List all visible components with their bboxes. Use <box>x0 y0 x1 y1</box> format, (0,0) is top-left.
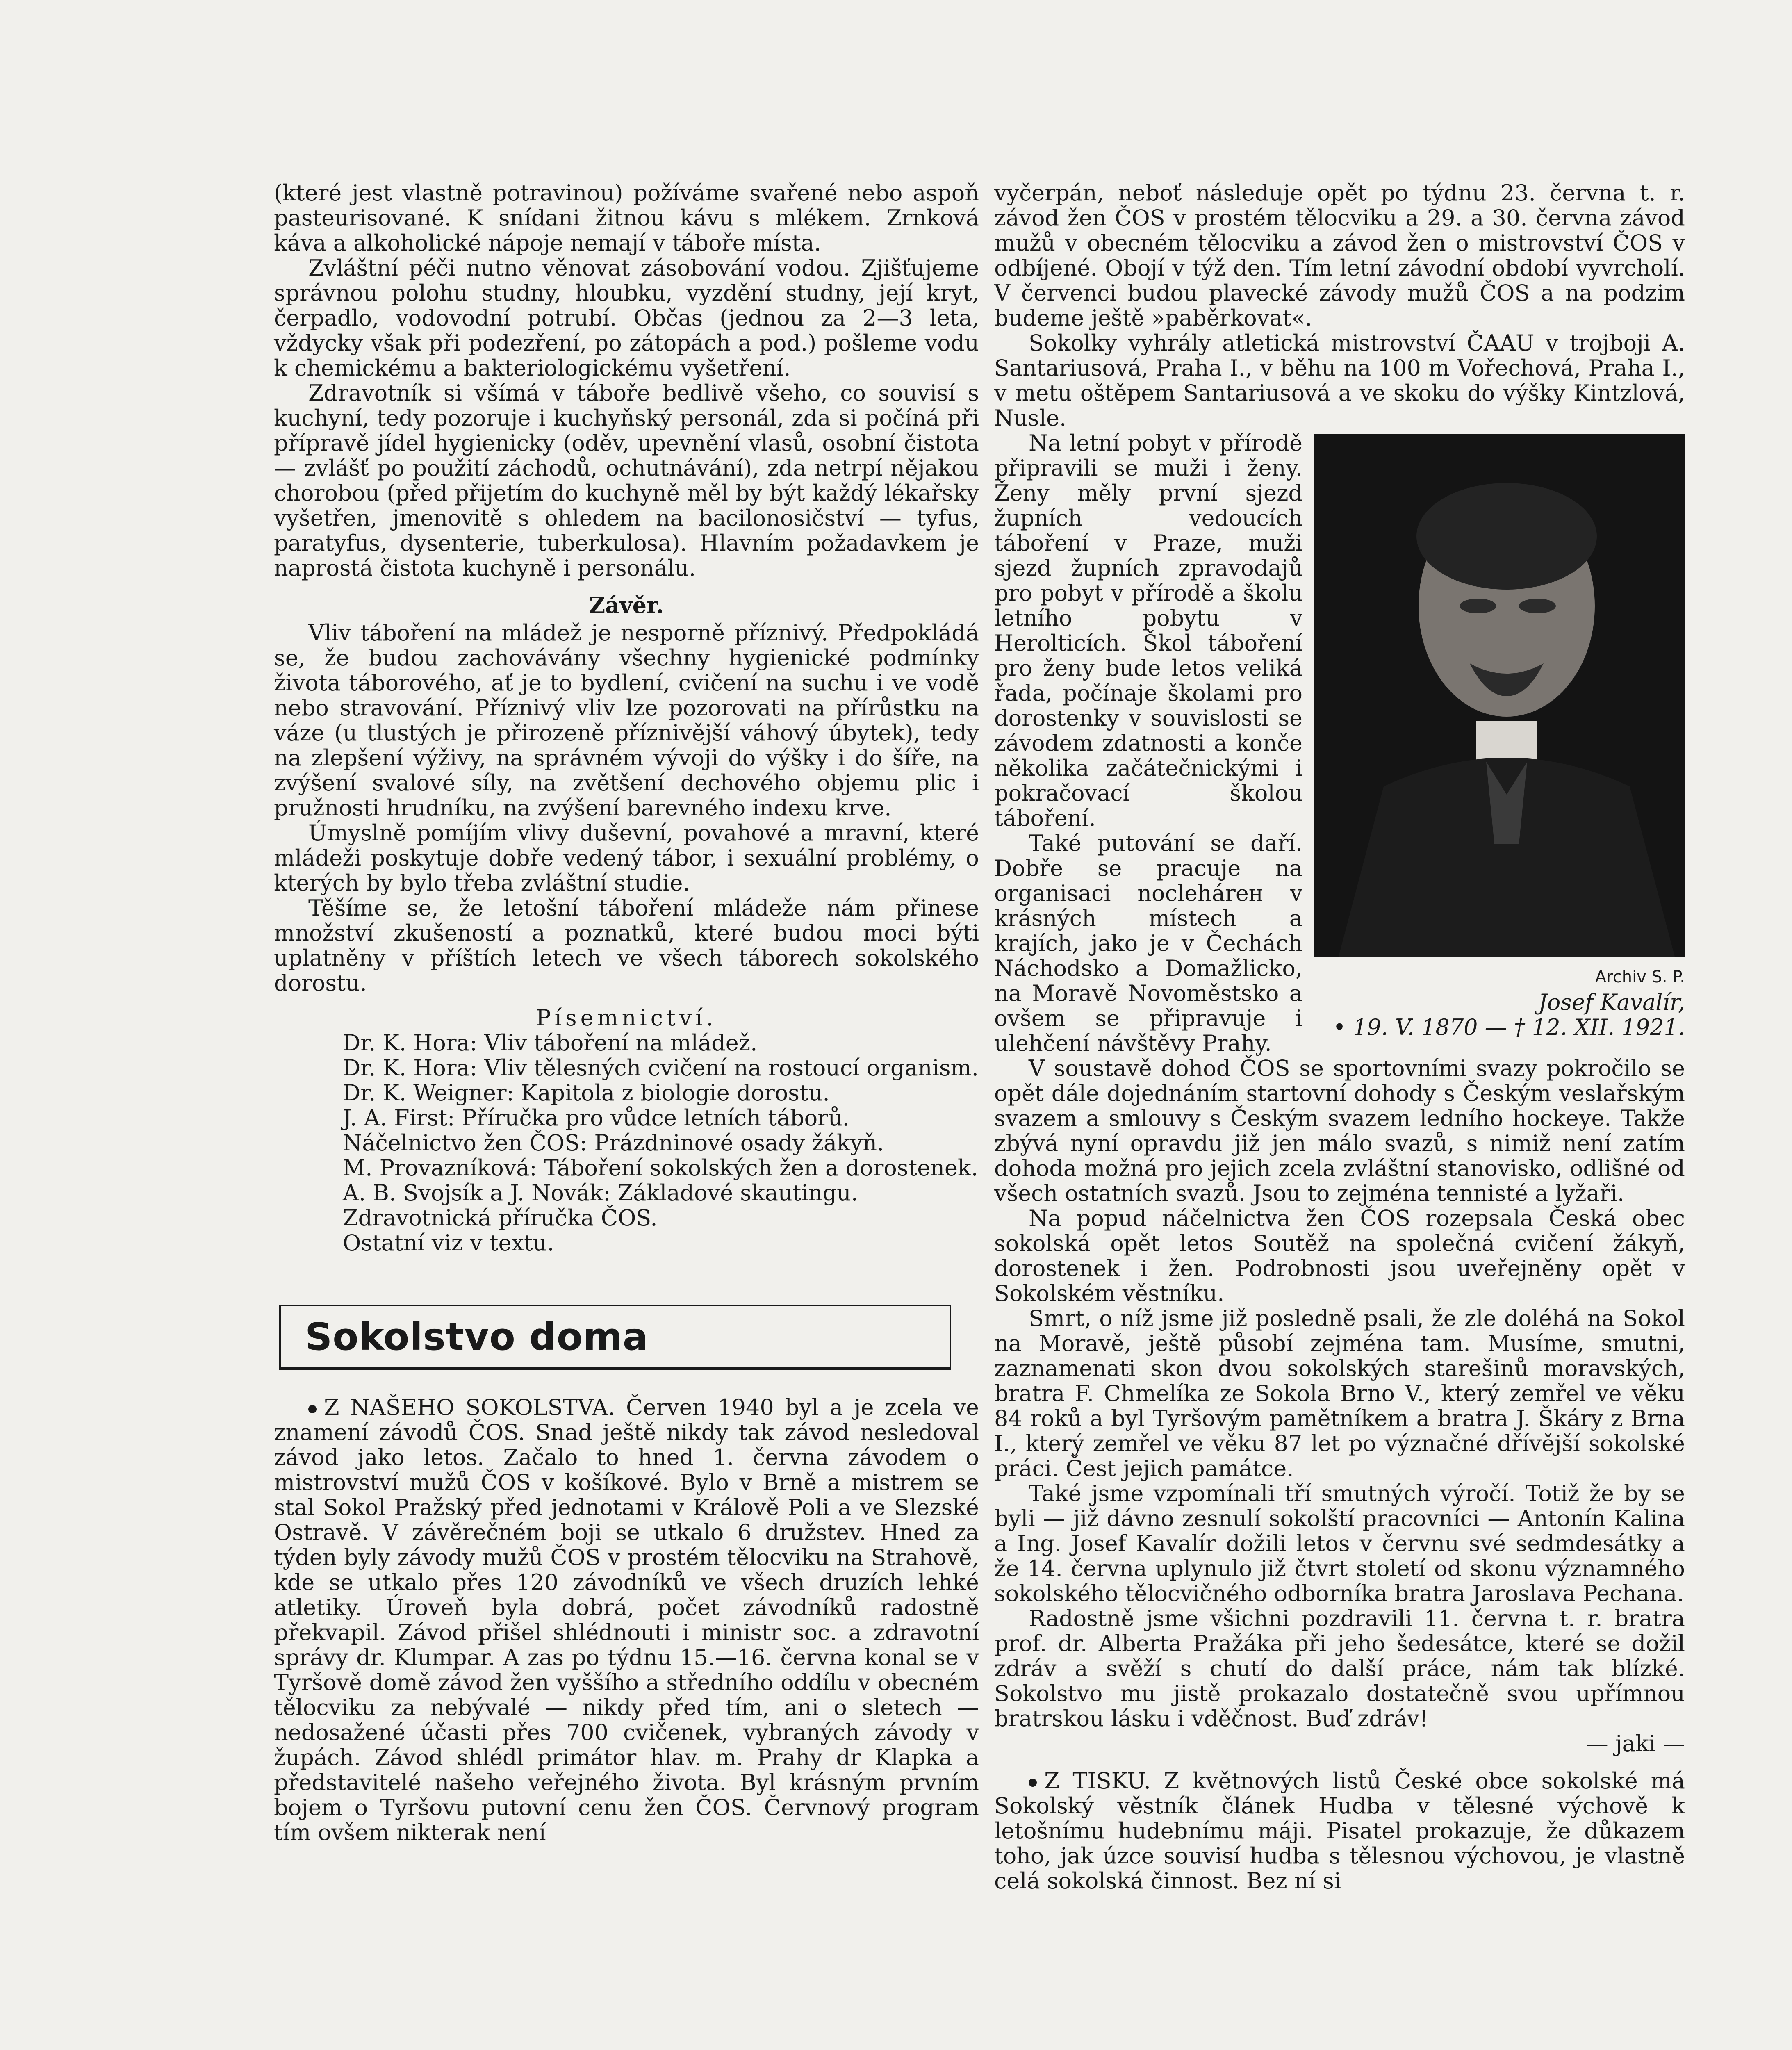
section-title: Sokolstvo doma <box>305 1314 649 1359</box>
paragraph: Těšíme se, že letošní táboření mládeže nám přinese množství zkušeností a poznatků, které budou moci býti uplatněny v příštích letech ve všech táborech sokolského dorostu. <box>274 895 979 996</box>
paragraph: Vliv táboření na mládež je nesporně příznivý. Předpokládá se, že budou zachovávány všechny hygienické podmínky života táborového, ať je to bydlení, cvičení na suchu i ve vodě nebo stravování. Příznivý vliv lze pozorovati na přírůstku na váze (u tlustých je přirozeně příznivější váhový úbytek), tedy na zlepšení výživy, na správném vývoji do výšky i do šíře, na zvýšení svalové síly, na zvětšení dechového objemu plic i pružnosti hrudníku, na zvýšení barevného indexu krve. <box>274 620 979 821</box>
paragraph: vyčerpán, neboť následuje opět po týdnu 23. června t. r. závod žen ČOS v prostém tělocviku a 29. a 30. června závod mužů v obecném tělocviku a závod žen o mistrovství ČOS v odbíjené. Obojí v týž den. Tím letní závodní období vyvrcholí. V červenci budou plavecké závody mužů ČOS a na podzim budeme ještě »paběrkovat«. <box>994 180 1685 331</box>
photo-credit: Archiv S. P. <box>1595 968 1685 986</box>
bibliography-item: Zdravotnická příručka ČOS. <box>343 1205 658 1231</box>
paragraph: Také jsme vzpomínali tří smutných výročí. Totiž že by se byli — již dávno zesnulí sokolští pracovníci — Antonín Kalina a Ing. Josef Kavalír dožili letos v červnu své sedmdesátky a že 14. června uplynulo již čtvrt století od skonu významného sokolského tělocvičného odborníka bratra Jaroslava Pechana. <box>994 1481 1685 1606</box>
news-text: Z NAŠEHO SOKOLSTVA. Červen 1940 byl a je zcela ve znamení závodů ČOS. Snad ještě nikdy tak závod nesledoval závod jako letos. Začalo to hned 1. června závodem o mistrovství mužů ČOS v košíkové. Bylo v Brně a mistrem se stal Sokol Pražský před jednotami v Králově Poli a ve Slezské Ostravě. V závěrečném boji se utkalo 6 družstev. Hned za týden byly závody mužů ČOS v prostém tělocviku na Strahově, kde se utkalo přes 120 závodníků ve všech druzích lehké atletiky. Úroveň byla dobrá, počet závodníků radostně překvapil. Závod přišel shlédnouti i ministr soc. a zdravotní správy dr. Klumpar. A zas po týdnu 15.—16. června konal se v Tyršově domě závod žen vyššího a středního oddílu v obecném tělocviku za nebývalé — nikdy před tím, ani o sletech — nedosažené účasti přes 700 cvičenek, vybraných závody v župách. Závod shlédl primátor hlav. m. Prahy dr Klapka a představitelé našeho veřejného života. Byl krásným prvním bojem o Tyršovu putovní cenu žen ČOS. Červnový program tím ovšem nikterak není <box>274 1394 979 1845</box>
paragraph: Na popud náčelnictva žen ČOS rozepsala Česká obec sokolská opět letos Soutěž na společná cvičení žákyň, dorostenek i žen. Podrobnosti jsou uveřejněny opět v Sokolském věstníku. <box>994 1205 1685 1306</box>
left-column <box>274 180 979 1845</box>
bibliography-item: Náčelnictvo žen ČOS: Prázdninové osady žákyň. <box>343 1130 884 1156</box>
bibliography-item: Dr. K. Hora: Vliv táboření na mládež. <box>343 1030 758 1056</box>
paragraph: V soustavě dohod ČOS se sportovními svazy pokročilo se opět dále dojednáním startovní dohody s Českým veslařským svazem a smlouvy s Českým svazem ledního hockeye. Takže zbývá nyní opravdu již jen málo svazů, s nimiž není zatím dohoda možná pro jejich zcela zvláštní stanovisko, odlišné od všech ostatních svazů. Jsou to zejména tennisté a lyžaři. <box>994 1055 1685 1206</box>
portrait-image <box>1314 434 1685 957</box>
paragraph: Radostně jsme všichni pozdravili 11. června t. r. bratra prof. dr. Alberta Pražáka při jeho šedesátce, které se dožil zdráv a svěží s chutí do další práce, nám tak blízké. Sokolstvo mu jistě prokazalo dostatečně svou upřímnou bratrskou lásku i vděčnost. Buď zdráv! <box>994 1606 1685 1731</box>
paragraph: Úmyslně pomíjím vlivy duševní, povahové a mravní, které mládeži poskytuje dobře vedený tábor, i sexuální problémy, o kterých by bylo třeba zvláštní studie. <box>274 820 979 896</box>
portrait-photo <box>1314 434 1685 957</box>
bibliography-item: Dr. K. Weigner: Kapitola z biologie dorostu. <box>343 1080 830 1106</box>
bibliography-item: Ostatní viz v textu. <box>343 1230 554 1256</box>
portrait-figure <box>1314 434 1685 1040</box>
signature: — jaki — <box>1586 1731 1685 1756</box>
paragraph: Zvláštní péči nutno věnovat zásobování vodou. Zjišťujeme správnou polohu studny, hloubku, vyzdění studny, její kryt, čerpadlo, vodovodní potrubí. Občas (jednou za 2—3 leta, vždycky však při podezření, po zátopách a pod.) pošleme vodu k chemickému a bakteriologickému vyšetření. <box>274 255 979 381</box>
paragraph: Zdravotník si všímá v táboře bedlivě všeho, co souvisí s kuchyní, tedy pozoruje i kuchyňský personál, zda si počíná při přípravě jídel hygienicky (oděv, upevnění vlasů, osobní čistota — zvlášť po použití záchodů, ochutnávání), zda netrpí nějakou chorobou (před přijetím do kuchyně měl by být každý lékařsky vyšetřen, jmenovitě s ohledem na bacilonosičství — tyfus, paratyfus, dysenterie, tuberkulosa). Hlavním požadavkem je naprostá čistota kuchyně i personálu. <box>274 380 979 581</box>
conclusion-heading: Závěr. <box>589 592 664 618</box>
bibliography-item: J. A. First: Příručka pro vůdce letních táborů. <box>343 1105 849 1131</box>
paragraph: Na letní pobyt v přírodě připravili se muži i ženy. Ženy měly první sjezd župních vedoucích táboření v Praze, muži sjezd župních zpravodajů pro pobyt v přírodě a školu letního pobytu v Herolticích. Škol táboření pro ženy bude letos veliká řada, počínaje školami pro dorostenky v souvislosti se závodem zdatnosti a konče několika začátečnickými i pokračovací školou táboření. <box>994 430 1302 831</box>
bullet-icon <box>308 1405 317 1413</box>
paragraph: Sokolky vyhrály atletická mistrovství ČAAU v trojboji A. Santariusová, Praha I., v běhu na 100 m Vořechová, Praha I., v metu oštěpem Santariusová a ve skoku do výšky Kintzlová, Nusle. <box>994 330 1685 431</box>
paragraph: Smrt, o níž jsme již posledně psali, že zle doléhá na Sokol na Moravě, ještě působí zejména tam. Musíme, smutni, zaznamenati skon dvou sokolských starešinů moravských, bratra F. Chmelíka ze Sokola Brno V., který zemřel ve věku 84 roků a byl Tyršovým pamětníkem a bratra J. Škáry z Brna I., který zemřel ve věku 87 let po význačné dřívější sokolské práci. Čest jejich památce. <box>994 1305 1685 1481</box>
photo-caption-dates: • 19. V. 1870 — † 12. XII. 1921. <box>1333 1014 1685 1040</box>
news-paragraph <box>994 1768 1685 1893</box>
bibliography-item: Dr. K. Hora: Vliv tělesných cvičení na rostoucí organism. <box>343 1055 979 1081</box>
section-header-box <box>279 1305 951 1370</box>
bibliography-item: A. B. Svojsík a J. Novák: Základové skautingu. <box>343 1180 858 1206</box>
bibliography-heading: Písemnictví. <box>536 1005 717 1031</box>
right-column <box>994 180 1685 1893</box>
news-paragraph <box>274 1395 979 1845</box>
bibliography-item: M. Provazníková: Táboření sokolských žen a dorostenek. <box>343 1155 978 1181</box>
paragraph: Také putování se daří. Dobře se pracuje na organisaci noclehárен v krásných místech a krajích, jako je v Čechách Náchodsko a Domažlicko, na Moravě Novoměstsko a ovšem se připravuje i ulehčení návštěvy Prahy. <box>994 830 1302 1056</box>
paragraph: (které jest vlastně potravinou) požíváme svařené nebo aspoň pasteurisované. K snídani žitnou kávu s mlékem. Zrnková káva a alkoholické nápoje nemají v táboře místa. <box>274 180 979 256</box>
photo-caption-name: Josef Kavalír, <box>1538 989 1685 1015</box>
bullet-icon <box>1029 1779 1037 1787</box>
news-text: Z TISKU. Z květnových listů České obce sokolské má Sokolský věstník článek Hudba v tělesné výchově k letošnímu hudebnímu máji. Pisatel prokazuje, že důkazem toho, jak úzce souvisí hudba s tělesnou výchovou, je vlastně celá sokolská činnost. Bez ní si <box>994 1768 1685 1894</box>
